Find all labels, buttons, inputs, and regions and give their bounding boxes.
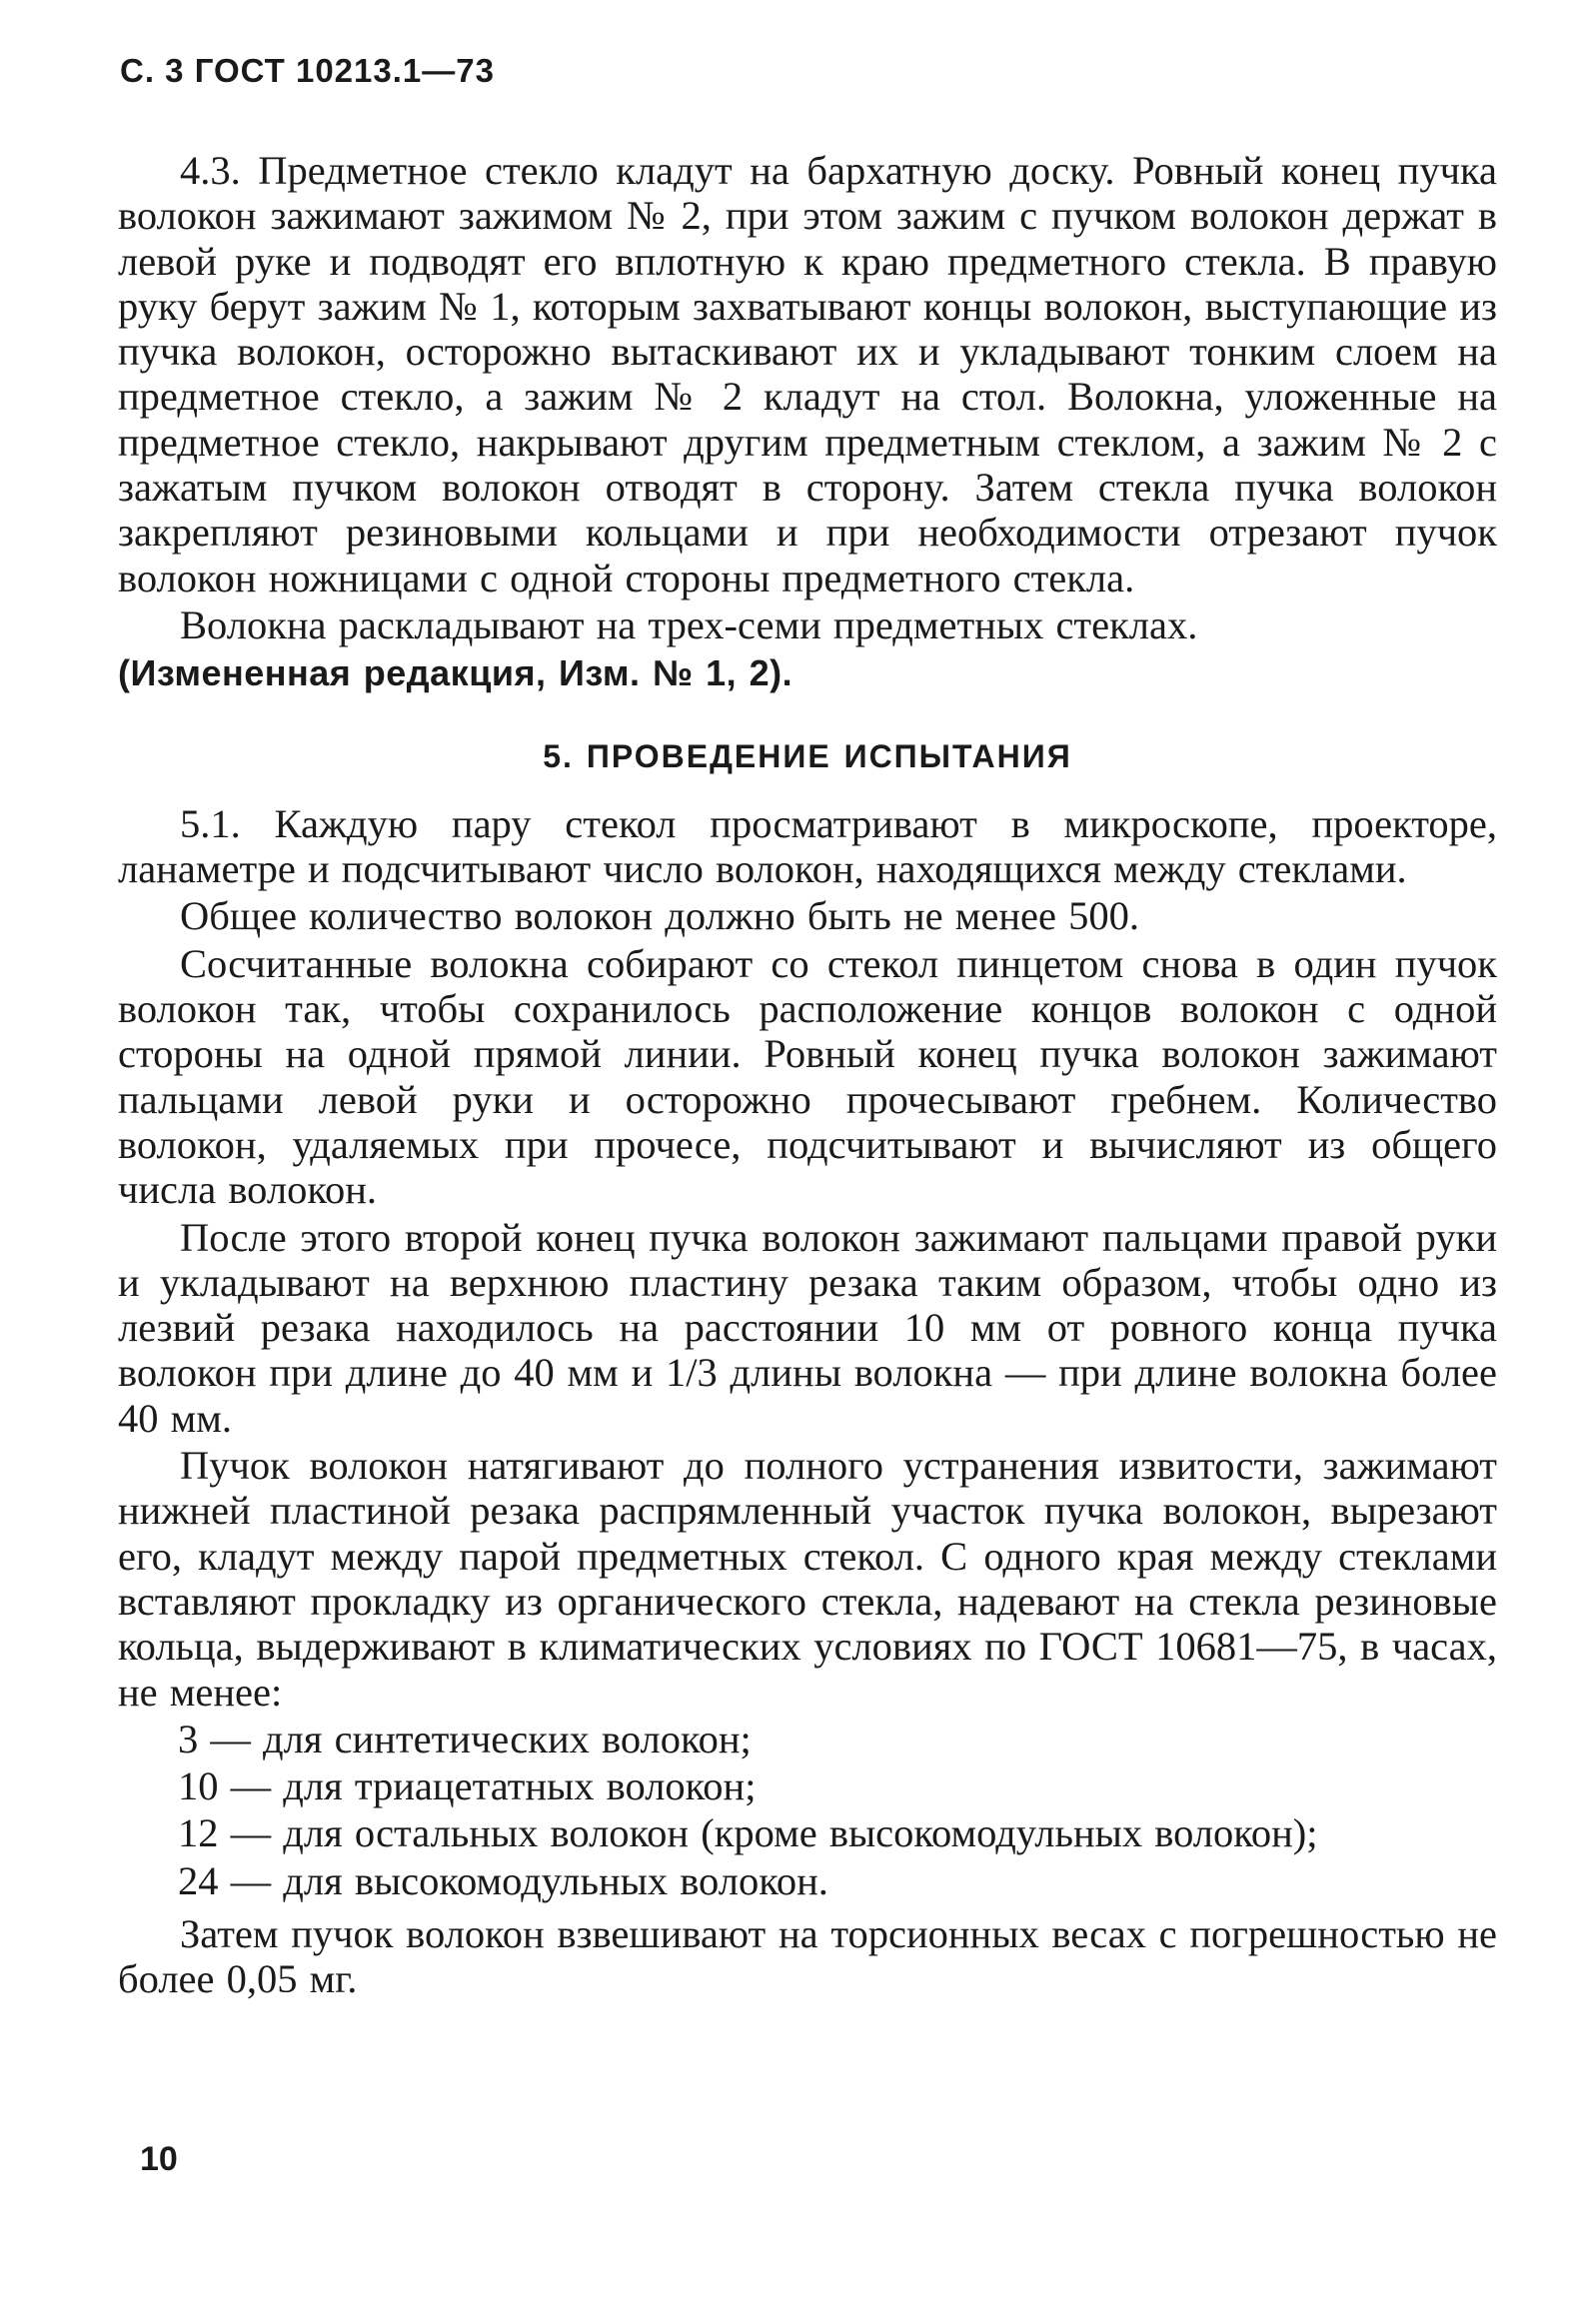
paragraph-second-end-text-b: длины волокна — при длине волокна более 40 мм. (118, 1350, 1497, 1441)
paragraph-second-end (118, 1215, 1497, 1441)
running-head: С. 3 ГОСТ 10213.1—73 (120, 52, 495, 89)
paragraph-4-3: 4.3. Предметное стекло кладут на бархатную доску. Ровный конец пучка волокон зажимают зажимом № 2, при этом зажим с пучком волокон держат в левой руке и подводят его вплотную к краю предметного стекла. В правую руку берут зажим № 1, которым захватывают концы волокон, выступающие из пучка волокон, осторожно вытаскивают их и укладывают тонким слоем на предметное стекло, а зажим № 2 кладут на стол. Волокна, уложенные на предметное стекло, накрывают другим предметным стеклом, а зажим № 2 с зажатым пучком волокон отводят в сторону. Затем стекла пучка волокон закрепляют резиновыми кольцами и при необходимости отрезают пучок волокон ножницами с одной стороны предметного стекла. (118, 148, 1497, 600)
paragraph-counted-fibres: Сосчитанные волокна собирают со стекол пинцетом снова в один пучок волокон так, чтобы сохранилось расположение концов волокон с одной стороны на одной прямой линии. Ровный конец пучка волокон зажимают пальцами левой руки и осторожно прочесывают гребнем. Количество волокон, удаляемых при прочесе, подсчитывают и вычисляют из общего числа волокон. (118, 940, 1497, 1213)
list-item: 24 — для высокомодульных волокон. (178, 1857, 828, 1903)
list-item: 12 — для остальных волокон (кроме высокомодульных волокон); (178, 1810, 1318, 1856)
page-number: 10 (140, 2140, 178, 2178)
paragraph-spread-fibres: Волокна раскладывают на трех-семи предметных стеклах. (180, 601, 1198, 647)
paragraph-stretch-bundle: Пучок волокон натягивают до полного устранения извитости, зажимают нижней пластиной резака распрямленный участок пучка волокон, вырезают его, кладут между парой предметных стекол. С одного края между стеклами вставляют прокладку из органического стекла, надевают на стекла резиновые кольца, выдерживают в климатических условиях по ГОСТ 10681—75, в часах, не менее: (118, 1443, 1497, 1715)
document-body (118, 148, 1497, 2002)
section-5-title: 5. ПРОВЕДЕНИЕ ИСПЫТАНИЯ (543, 737, 1072, 774)
list-item: 3 — для синтетических волокон; (178, 1716, 752, 1761)
paragraph-total-count: Общее количество волокон должно быть не менее 500. (180, 893, 1139, 939)
amendment-note (118, 649, 1497, 695)
paragraph-second-end-text-a: После этого второй конец пучка волокон зажимают пальцами правой руки и укладывают на верхнюю пластину резака таким образом, чтобы одно из лезвий резака находилось на расстоянии 10 мм от ровного конца пучка волокон при длине до 40 мм и (118, 1214, 1497, 1396)
fraction-one-third: 1/3 (666, 1350, 718, 1396)
paragraph-weighing: Затем пучок волокон взвешивают на торсионных весах с погрешностью не более 0,05 мг. (118, 1910, 1497, 2002)
amendment-note-text: (Измененная редакция, Изм. № 1, 2). (118, 652, 793, 694)
list-item: 10 — для триацетатных волокон; (178, 1763, 757, 1809)
paragraph-5-1: 5.1. Каждую пару стекол просматривают в микроскопе, проекторе, ланаметре и подсчитывают число волокон, находящихся между стеклами. (118, 800, 1497, 892)
